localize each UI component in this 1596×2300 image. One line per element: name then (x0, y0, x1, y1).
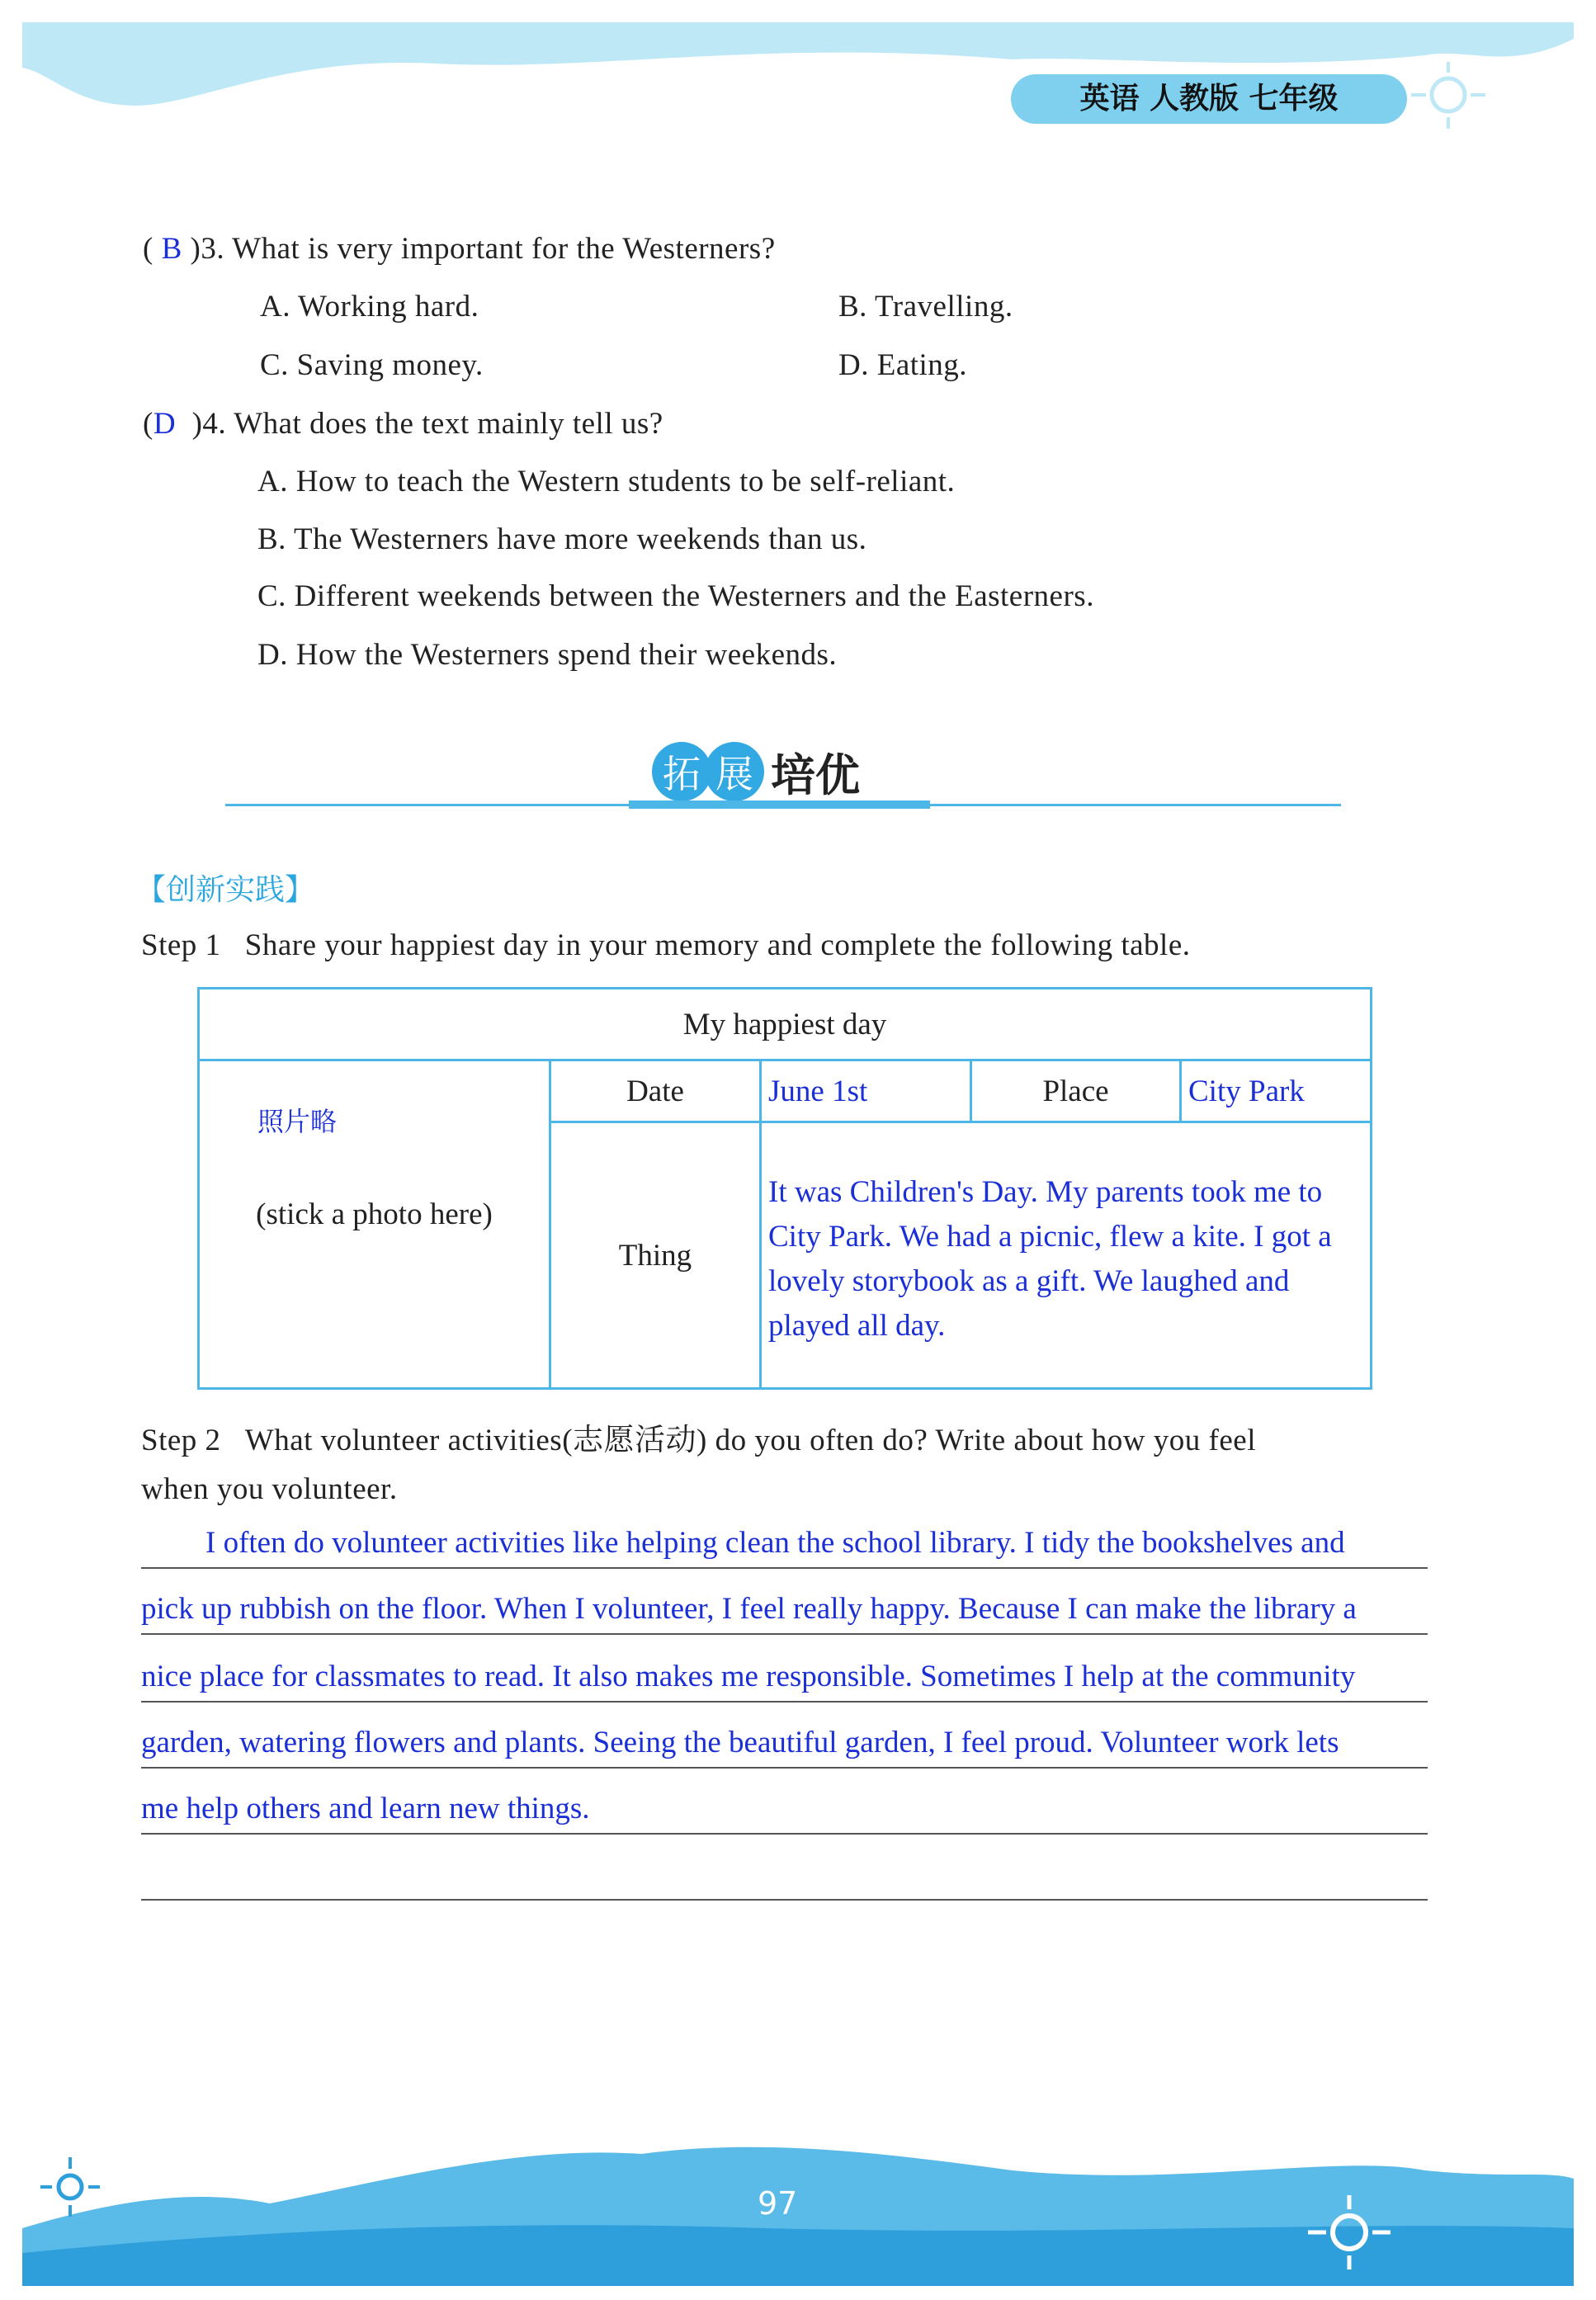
writing-line (141, 1567, 1428, 1569)
date-label: Date (550, 1060, 761, 1122)
table-title: My happiest day (199, 989, 1372, 1060)
option: A. How to teach the Western students to be self-reliant. (257, 465, 956, 498)
option: A. Working hard. (260, 290, 479, 324)
thing-line: City Park. We had a picnic, flew a kite. I got a (768, 1220, 1332, 1254)
photo-hint: (stick a photo here) (256, 1197, 493, 1231)
divider-accent (629, 801, 930, 809)
writing-line (141, 1833, 1428, 1835)
date-value: June 1st (761, 1060, 971, 1122)
option: C. Different weekends between the Westerners and the Easterners. (257, 579, 1094, 613)
step1 (141, 928, 1191, 963)
writing-line (141, 1899, 1428, 1901)
thing-line: lovely storybook as a gift. We laughed and (768, 1264, 1290, 1298)
title-text: 培优 (771, 749, 860, 801)
title-circle: 拓 (652, 742, 711, 801)
photo-note: 照片略 (257, 1106, 338, 1137)
thing-line: It was Children's Day. My parents took me to (768, 1175, 1323, 1209)
answer-3: B (161, 232, 182, 266)
option: D. How the Westerners spend their weekends. (257, 638, 838, 672)
thing-line: played all day. (768, 1309, 946, 1343)
title-circle: 展 (705, 742, 764, 801)
answer-line: garden, watering flowers and plants. Seeing the beautiful garden, I feel proud. Volunteer work lets (141, 1726, 1339, 1759)
happiest-day-table (197, 987, 1372, 1390)
answer-4: D (153, 407, 177, 441)
question-stem: )3. What is very important for the Westerners? (190, 232, 776, 266)
thing-value (761, 1122, 1372, 1389)
step-text: Share your happiest day in your memory and complete the following table. (244, 928, 1191, 962)
question-stem: )4. What does the text mainly tell us? (191, 407, 663, 441)
sun-icon (1304, 2191, 1395, 2274)
option: B. Travelling. (838, 290, 1013, 324)
answer-line: nice place for classmates to read. It also makes me responsible. Sometimes I help at the community (141, 1660, 1356, 1693)
option: C. Saving money. (260, 348, 484, 382)
sun-icon (1403, 58, 1494, 132)
option: B. The Westerners have more weekends than us. (257, 522, 867, 556)
section-tag: 【创新实践】 (136, 873, 315, 907)
step-label: Step 1 (141, 928, 221, 962)
place-label: Place (971, 1060, 1181, 1122)
writing-line (141, 1767, 1428, 1769)
step-label: Step 2 (141, 1424, 221, 1457)
writing-line (141, 1633, 1428, 1635)
writing-line (141, 1701, 1428, 1703)
section-title (652, 739, 860, 805)
step2-line2: when you volunteer. (141, 1472, 398, 1506)
page-number: 97 (758, 2185, 798, 2222)
answer-line: me help others and learn new things. (141, 1792, 590, 1825)
question-4: (D )4. What does the text mainly tell us? (143, 407, 663, 441)
sun-icon (37, 2154, 103, 2220)
option: D. Eating. (838, 348, 968, 382)
answer-line: pick up rubbish on the floor. When I volunteer, I feel really happy. Because I can make the library a (141, 1592, 1357, 1626)
header-label: 英语 人教版 七年级 (1011, 74, 1407, 124)
thing-label: Thing (550, 1122, 761, 1389)
place-value: City Park (1181, 1060, 1372, 1122)
answer-line: I often do volunteer activities like helping clean the school library. I tidy the bookshelves and (205, 1526, 1345, 1560)
step2 (141, 1414, 1256, 1459)
photo-cell (199, 1060, 550, 1389)
question-3: ( B )3. What is very important for the Westerners? (143, 232, 776, 266)
step-text: What volunteer activities(志愿活动) do you often do? Write about how you feel (244, 1424, 1256, 1457)
